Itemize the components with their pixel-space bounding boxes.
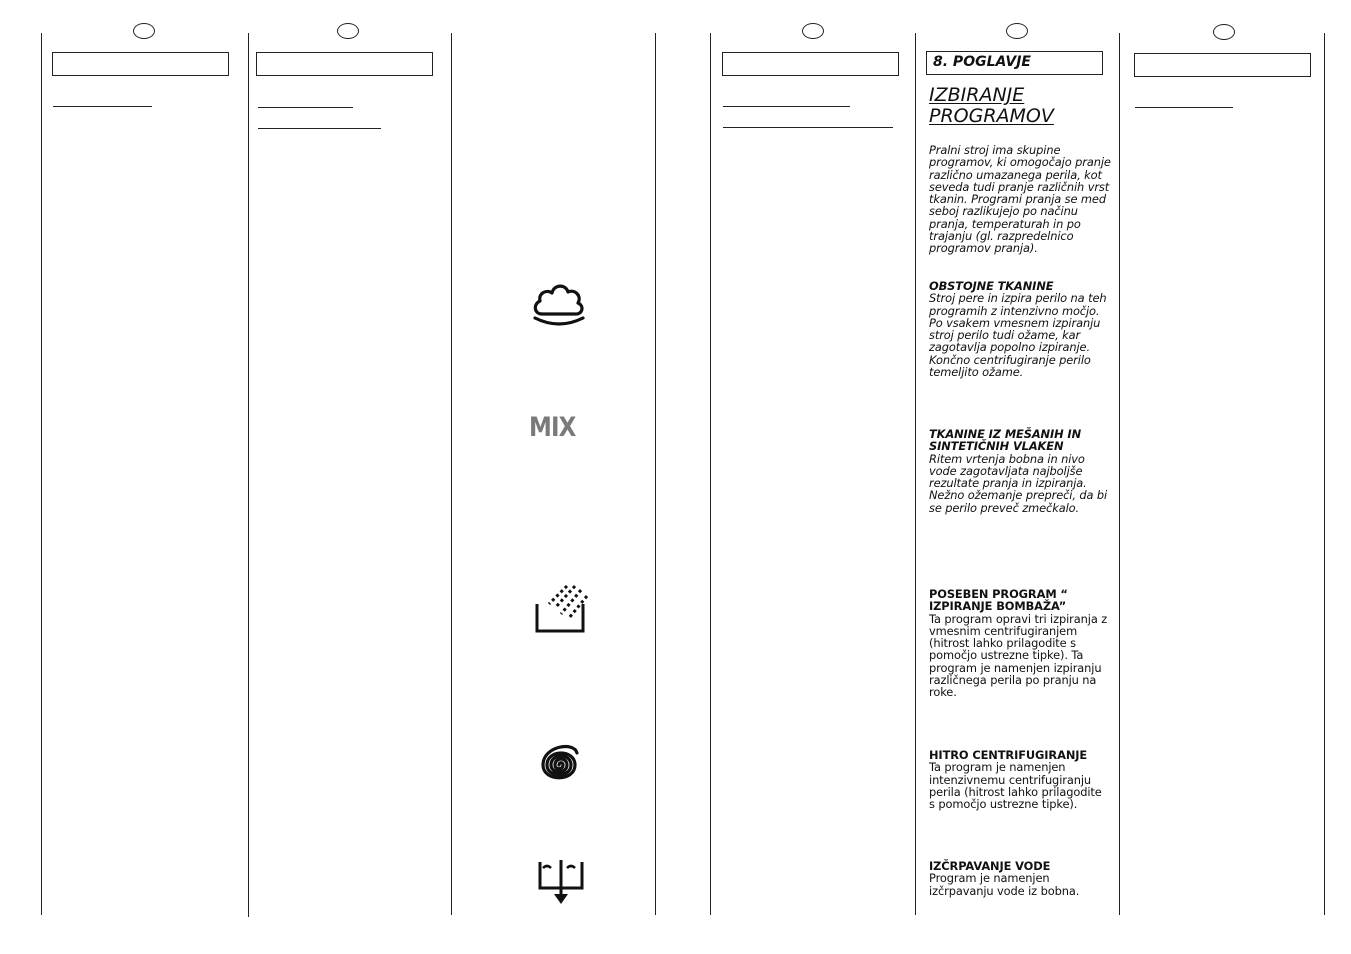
chapter-label: 8. POGLAVJE — [933, 54, 1031, 70]
section-heading: IZČRPAVANJE VODE — [929, 859, 1051, 873]
title-underline — [723, 127, 893, 128]
column-divider — [1324, 33, 1325, 915]
section-body: Program je namenjen izčrpavanju vode iz bobna. — [929, 871, 1080, 898]
column-divider — [451, 33, 452, 915]
section-body: Ta program opravi tri izpiranja z vmesnim centrifugiranjem (hitrost lahko prilagodite s pomočjo ustrezne tipke). Ta program je namenjen izpiranju različnega perila po pranju na roke. — [929, 611, 1108, 700]
column-divider — [1119, 33, 1120, 915]
title-underline — [53, 106, 152, 107]
section-cotton — [929, 280, 1111, 378]
chapter-header-box — [52, 52, 229, 76]
intro-paragraph: Pralni stroj ima skupine programov, ki omogočajo pranje različno umazanega perila, kot seveda tudi pranje različnih vrst tkanin. Programi pranja se med seboj razlikujejo po načinu pranja, temperaturah in po trajanju (gl. razpredelnico programov pranja). — [929, 143, 1111, 256]
title-underline — [723, 106, 850, 107]
section-heading: HITRO CENTRIFUGIRANJE — [929, 748, 1088, 762]
page-title: IZBIRANJE PROGRAMOV — [929, 84, 1054, 127]
title-underline — [1135, 107, 1233, 108]
spin-spiral-icon — [533, 739, 585, 791]
section-heading: POSEBEN PROGRAM “ IZPIRANJE BOMBAŽA” — [929, 587, 1068, 614]
mix-icon: MIX — [529, 412, 576, 443]
chapter-header-box — [926, 51, 1103, 75]
section-heading: TKANINE IZ MEŠANIH IN SINTETIČNIH VLAKEN — [929, 427, 1082, 454]
rinse-shower-icon — [533, 582, 589, 636]
drain-water-icon — [537, 858, 585, 906]
cotton-cloud-icon — [530, 278, 588, 332]
column-divider — [248, 33, 249, 917]
title-underline — [258, 107, 353, 108]
language-marker-circle — [133, 23, 155, 39]
column-divider — [655, 33, 656, 915]
column-divider — [710, 33, 711, 915]
title-underline — [258, 128, 381, 129]
language-marker-circle — [1006, 23, 1028, 39]
section-heading: OBSTOJNE TKANINE — [929, 279, 1054, 293]
section-body: Ritem vrtenja bobna in nivo vode zagotavljata najboljše rezultate pranja in izpiranja. Nežno ožemanje prepreči, da bi se perilo preveč zmečkalo. — [929, 451, 1108, 515]
language-marker-circle — [337, 23, 359, 39]
language-marker-circle — [1213, 24, 1235, 40]
section-spin — [929, 749, 1111, 810]
section-synthetic — [929, 428, 1111, 514]
section-drain — [929, 860, 1111, 897]
section-body: Ta program je namenjen intenzivnemu centrifugiranju perila (hitrost lahko prilagodite s pomočjo ustrezne tipke). — [929, 760, 1102, 812]
column-divider — [41, 33, 42, 915]
column-divider — [915, 33, 916, 915]
chapter-header-box — [1134, 53, 1311, 77]
chapter-header-box — [256, 52, 433, 76]
section-rinse — [929, 588, 1111, 699]
chapter-header-box — [722, 52, 899, 76]
section-body: Stroj pere in izpira perilo na teh programih z intenzivno močjo. Po vsakem vmesnem izpiranju stroj perilo tudi ožame, kar zagotavlja popolno izpiranje. Končno centrifugiranje perilo temeljito ožame. — [929, 291, 1107, 380]
language-marker-circle — [802, 23, 824, 39]
